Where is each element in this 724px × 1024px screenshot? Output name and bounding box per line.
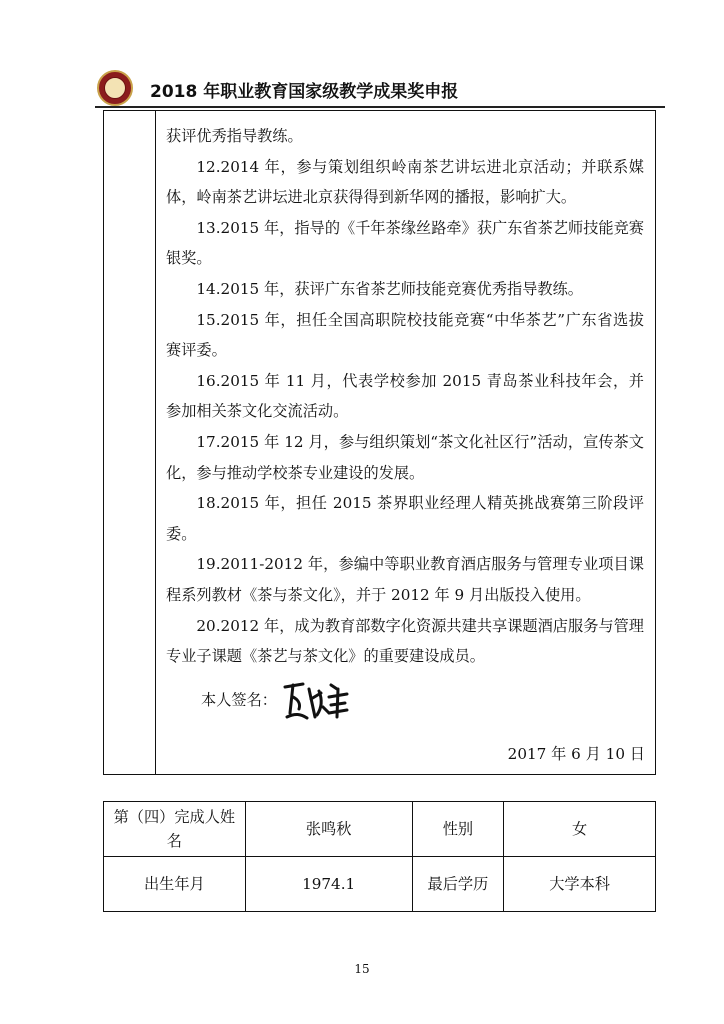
left-label-column xyxy=(104,111,156,774)
achievement-item: 17.2015 年 12 月，参与组织策划“茶文化社区行”活动，宣传茶文化，参与推动学校茶专业建设的发展。 xyxy=(166,432,644,482)
achievement-item: 18.2015 年，担任 2015 茶界职业经理人精英挑战赛第三阶段评委。 xyxy=(166,494,644,543)
achievement-item: 15.2015 年，担任全国高职院校技能竞赛“中华茶艺”广东省选拔赛评委。 xyxy=(166,310,644,360)
header-divider xyxy=(95,106,665,108)
signature-row xyxy=(201,673,351,725)
school-logo-icon xyxy=(97,70,133,106)
value-name: 张鸣秋 xyxy=(245,802,412,857)
achievement-item: 12.2014 年，参与策划组织岭南茶艺讲坛进北京活动；并联系媒体，岭南茶艺讲坛进北京获得得到新华网的播报，影响扩大。 xyxy=(166,157,644,207)
value-education: 大学本科 xyxy=(504,857,656,912)
page-number: 15 xyxy=(354,962,370,976)
label-birth: 出生年月 xyxy=(104,857,246,912)
table-row xyxy=(104,802,656,857)
signature-label: 本人签名： xyxy=(201,690,277,709)
page-header xyxy=(95,70,665,108)
achievement-item: 13.2015 年，指导的《千年茶缘丝路牵》获广东省茶艺师技能竞赛银奖。 xyxy=(166,218,644,268)
achievement-item: 16.2015 年 11 月，代表学校参加 2015 青岛茶业科技年会，并参加相关茶文化交流活动。 xyxy=(166,371,644,421)
achievement-item: 19.2011-2012 年，参编中等职业教育酒店服务与管理专业项目课程系列教材《茶与茶文化》，并于 2012 年 9 月出版投入使用。 xyxy=(166,555,644,604)
label-gender: 性别 xyxy=(412,802,504,857)
completer-info-table xyxy=(103,801,656,912)
label-name: 第（四）完成人姓名 xyxy=(104,802,246,857)
value-birth: 1974.1 xyxy=(245,857,412,912)
achievement-item: 获评优秀指导教练。 xyxy=(166,127,303,145)
value-gender: 女 xyxy=(504,802,656,857)
table-row xyxy=(104,857,656,912)
achievement-item: 14.2015 年，获评广东省茶艺师技能竞赛优秀指导教练。 xyxy=(196,279,583,298)
achievements-box xyxy=(103,110,656,775)
handwritten-signature-icon xyxy=(281,677,351,721)
achievement-item: 20.2012 年，成为教育部数字化资源共建共享课题酒店服务与管理专业子课题《茶艺与茶文化》的重要建设成员。 xyxy=(166,616,644,666)
achievement-list xyxy=(166,121,644,672)
header-title: 2018 年职业教育国家级教学成果奖申报 xyxy=(150,82,459,102)
signature-date: 2017 年 6 月 10 日 xyxy=(507,745,645,763)
label-education: 最后学历 xyxy=(412,857,504,912)
